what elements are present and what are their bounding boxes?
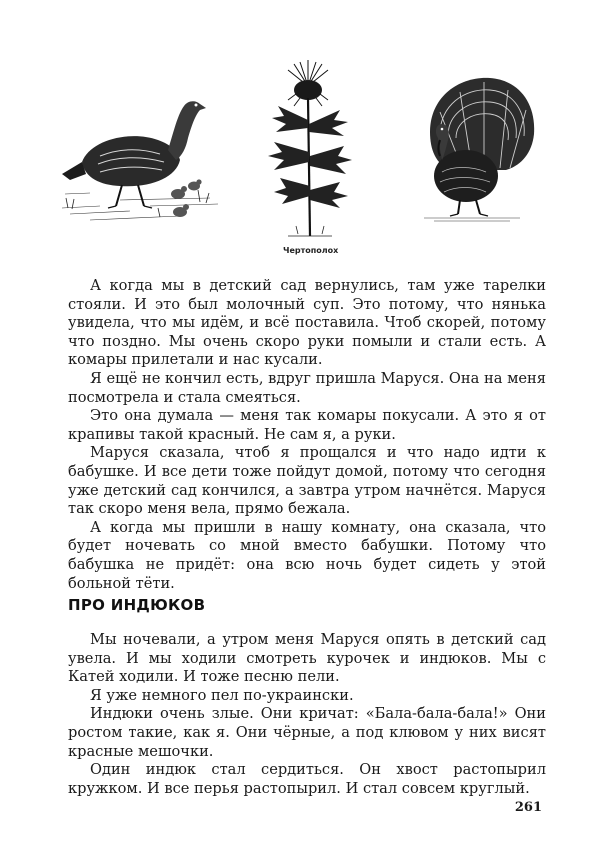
turkeys-text-section [68,631,546,798]
paragraph: Мы ночевали, а утром меня Маруся опять в детский сад увела. И мы ходили смотреть курочек и индюков. Мы с Катей ходили. И тоже песню пели. [68,631,546,686]
section-heading: ПРО ИНДЮКОВ [68,596,206,614]
paragraph: Один индюк стал сердиться. Он хвост растопырил кружком. И все перья растопырил. И стал совсем круглый. [68,761,546,797]
turkey-cock-illustration [420,72,538,222]
paragraph: Я ещё не кончил есть, вдруг пришла Маруся. Она на меня посмотрела и стала смеяться. [68,369,546,406]
thistle-illustration [258,60,358,238]
turkey-hen-illustration [60,90,220,225]
paragraph: Я уже немного пел по-украински. [90,686,354,704]
page-number: 261 [514,800,542,815]
illustration-caption: Чертополох [283,246,339,255]
illustrations-row [60,60,550,260]
main-text-section [68,277,546,593]
paragraph: Это она думала — меня так комары покусали. А это я от крапивы такой красный. Не сам я, а руки. [68,407,546,443]
paragraph: Индюки очень злые. Они кричат: «Бала-бала-бала!» Они ростом такие, как я. Они чёрные, а под клювом у них висят красные мешочки. [68,705,546,760]
paragraph: А когда мы в детский сад вернулись, там уже тарелки стояли. И это был молочный суп. Это потому, что нянька увидела, что мы идём, и всё поставила. Чтоб скорей, потому что поздно. Мы очень скоро руки помыли и стали есть. А комары прилетали и нас кусали. [68,277,546,369]
paragraph: А когда мы пришли в нашу комнату, она сказала, что будет ночевать со мной вместо бабушки. Потому что бабушка не придёт: она всю ночь будет сидеть у этой больной тёти. [68,518,546,592]
paragraph: Маруся сказала, чтоб я прощался и что надо идти к бабушке. И все дети тоже пойдут домой, потому что сегодня уже детский сад кончился, а завтра утром начнётся. Маруся так скоро меня вела, прямо бежала. [68,444,546,518]
